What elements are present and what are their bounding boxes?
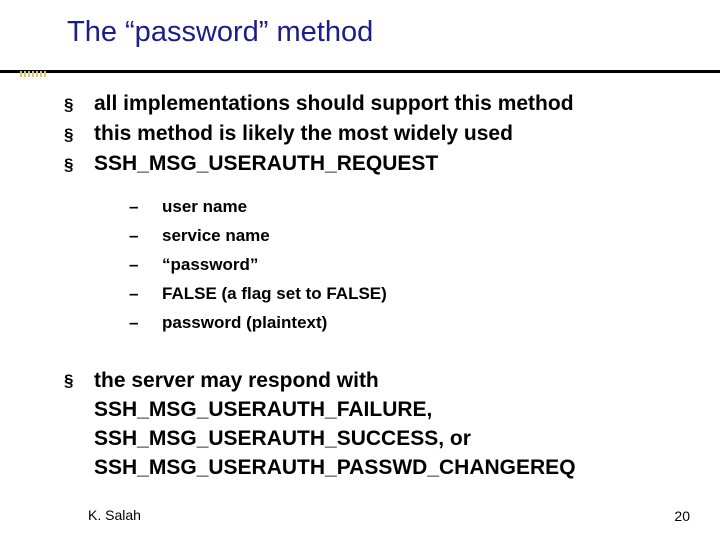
bullet-item: [64, 149, 704, 337]
bullet-marker: §: [64, 95, 74, 114]
sub-bullet-text: user name: [162, 197, 248, 216]
bullet-marker: §: [64, 155, 74, 174]
sub-bullet-list: [64, 192, 704, 337]
bullet-marker: §: [64, 125, 74, 144]
divider-accent: [20, 71, 46, 77]
sub-bullet-text: “password”: [162, 255, 259, 274]
slide-number: 20: [674, 508, 690, 524]
sub-bullet-marker: –: [129, 284, 139, 303]
title-divider: [0, 70, 720, 73]
sub-bullet-text: service name: [162, 226, 270, 245]
sub-bullet-marker: –: [129, 313, 139, 332]
slide-title: The “password” method: [67, 16, 374, 48]
bullet-text-line: SSH_MSG_USERAUTH_PASSWD_CHANGEREQ: [94, 456, 576, 479]
sub-bullet-item: [129, 279, 704, 308]
sub-bullet-item: [129, 250, 704, 279]
bullet-item: [64, 89, 704, 119]
footer-author: K. Salah: [88, 507, 141, 523]
bullet-marker: §: [64, 371, 74, 390]
bullet-text: SSH_MSG_USERAUTH_REQUEST: [94, 152, 439, 175]
bullet-text-line: SSH_MSG_USERAUTH_SUCCESS, or: [94, 427, 471, 450]
sub-bullet-item: [129, 308, 704, 337]
sub-bullet-marker: –: [129, 255, 139, 274]
bullet-text: all implementations should support this method: [94, 92, 574, 115]
bullet-list: [64, 89, 704, 337]
bullet-text-line: the server may respond with: [94, 369, 379, 392]
bullet-text-line: SSH_MSG_USERAUTH_FAILURE,: [94, 398, 433, 421]
bullet-text: this method is likely the most widely used: [94, 122, 513, 145]
bullet-item: [64, 119, 704, 149]
sub-bullet-text: password (plaintext): [162, 313, 328, 332]
sub-bullet-marker: –: [129, 226, 139, 245]
sub-bullet-item: [129, 192, 704, 221]
bullet-item-server-response: [64, 366, 704, 482]
sub-bullet-text: FALSE (a flag set to FALSE): [162, 284, 387, 303]
sub-bullet-marker: –: [129, 197, 139, 216]
sub-bullet-item: [129, 221, 704, 250]
